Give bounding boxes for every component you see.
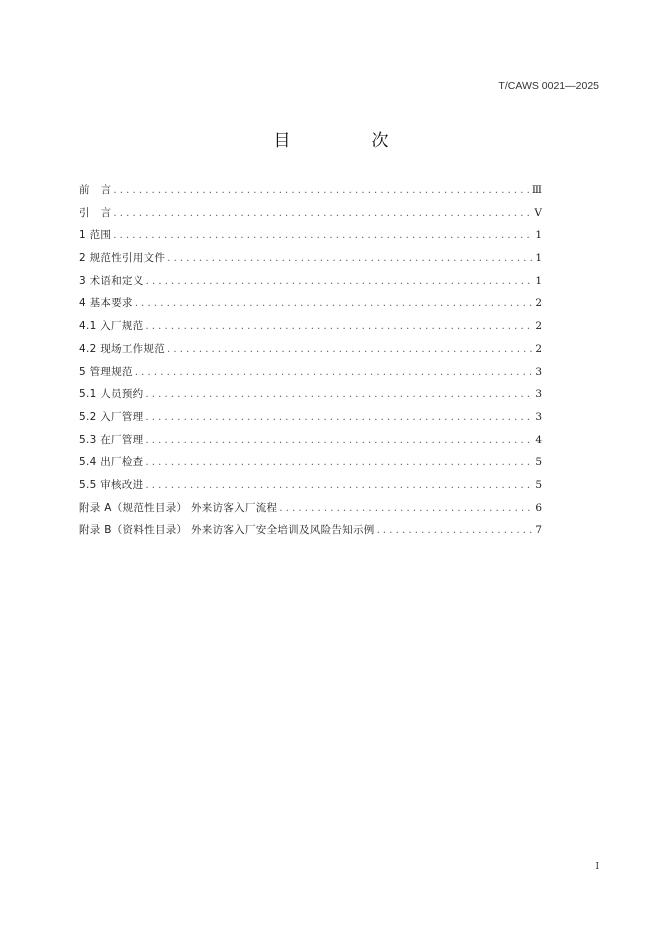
- toc-entry-page: 3: [535, 410, 542, 423]
- toc-entry-label: 5.5 审核改进: [79, 478, 144, 491]
- toc-entry-introduction[interactable]: [79, 204, 542, 227]
- toc-leader-dots: [145, 432, 533, 450]
- toc-entry-page: Ⅴ: [534, 206, 542, 219]
- toc-leader-dots: [145, 409, 533, 427]
- toc-entry-page: 5: [535, 456, 542, 469]
- table-of-contents: [79, 181, 542, 544]
- toc-entry-label: 1 范围: [79, 229, 112, 242]
- toc-entry-label: 5.4 出厂检查: [79, 456, 144, 469]
- toc-entry-label: 前 言: [79, 184, 112, 196]
- toc-entry-page: 4: [535, 433, 542, 446]
- toc-entry-scope[interactable]: [79, 226, 542, 249]
- toc-leader-dots: [145, 318, 533, 336]
- toc-entry-management-norms[interactable]: [79, 363, 542, 386]
- toc-leader-dots: [279, 500, 533, 518]
- toc-entry-onsite-management[interactable]: [79, 431, 542, 454]
- toc-entry-terms-definitions[interactable]: [79, 272, 542, 295]
- toc-entry-personnel-appointment[interactable]: [79, 385, 542, 408]
- toc-leader-dots: [377, 522, 534, 540]
- toc-entry-appendix-a[interactable]: [79, 499, 542, 522]
- toc-entry-basic-requirements[interactable]: [79, 294, 542, 317]
- toc-entry-label: 5 管理规范: [79, 365, 133, 378]
- toc-entry-page: Ⅲ: [531, 184, 542, 196]
- toc-entry-page: 6: [535, 501, 542, 514]
- toc-leader-dots: [167, 341, 533, 359]
- toc-entry-page: 2: [535, 342, 542, 355]
- toc-leader-dots: [113, 205, 532, 223]
- toc-entry-label: 引 言: [79, 206, 112, 219]
- toc-entry-entry-management[interactable]: [79, 408, 542, 431]
- toc-entry-page: 1: [535, 252, 542, 265]
- toc-entry-label: 5.3 在厂管理: [79, 433, 144, 446]
- toc-leader-dots: [135, 295, 533, 313]
- toc-entry-page: 3: [535, 388, 542, 401]
- toc-entry-normative-references[interactable]: [79, 249, 542, 272]
- toc-leader-dots: [145, 454, 533, 472]
- toc-entry-page: 3: [535, 365, 542, 378]
- toc-title: 目 次: [273, 131, 421, 151]
- toc-entry-foreword[interactable]: [79, 181, 542, 204]
- page-number: I: [595, 862, 599, 872]
- toc-entry-onsite-work-norms[interactable]: [79, 340, 542, 363]
- toc-entry-label: 4.2 现场工作规范: [79, 342, 166, 355]
- toc-entry-entry-norms[interactable]: [79, 317, 542, 340]
- toc-leader-dots: [145, 477, 533, 495]
- toc-entry-label: 附录 B（资料性目录） 外来访客入厂安全培训及风险告知示例: [79, 524, 375, 537]
- toc-entry-review-improvement[interactable]: [79, 476, 542, 499]
- standard-code: T/CAWS 0021—2025: [498, 80, 599, 92]
- toc-entry-label: 5.2 入厂管理: [79, 410, 144, 423]
- toc-entry-label: 4 基本要求: [79, 297, 133, 310]
- toc-entry-label: 4.1 入厂规范: [79, 320, 144, 333]
- toc-entry-page: 1: [535, 229, 542, 242]
- toc-entry-label: 2 规范性引用文件: [79, 252, 166, 265]
- toc-entry-label: 5.1 人员预约: [79, 388, 144, 401]
- toc-entry-page: 2: [535, 297, 542, 310]
- toc-entry-page: 1: [535, 274, 542, 287]
- toc-leader-dots: [113, 182, 529, 200]
- toc-entry-label: 3 术语和定义: [79, 274, 144, 287]
- toc-entry-appendix-b[interactable]: [79, 521, 542, 544]
- toc-leader-dots: [135, 364, 533, 382]
- toc-leader-dots: [146, 273, 534, 291]
- toc-leader-dots: [145, 386, 533, 404]
- toc-entry-label: 附录 A（规范性目录） 外来访客入厂流程: [79, 501, 278, 514]
- toc-entry-page: 5: [535, 478, 542, 491]
- toc-entry-page: 7: [535, 524, 542, 537]
- toc-entry-page: 2: [535, 320, 542, 333]
- toc-entry-exit-inspection[interactable]: [79, 453, 542, 476]
- toc-leader-dots: [167, 250, 533, 268]
- toc-leader-dots: [113, 227, 533, 245]
